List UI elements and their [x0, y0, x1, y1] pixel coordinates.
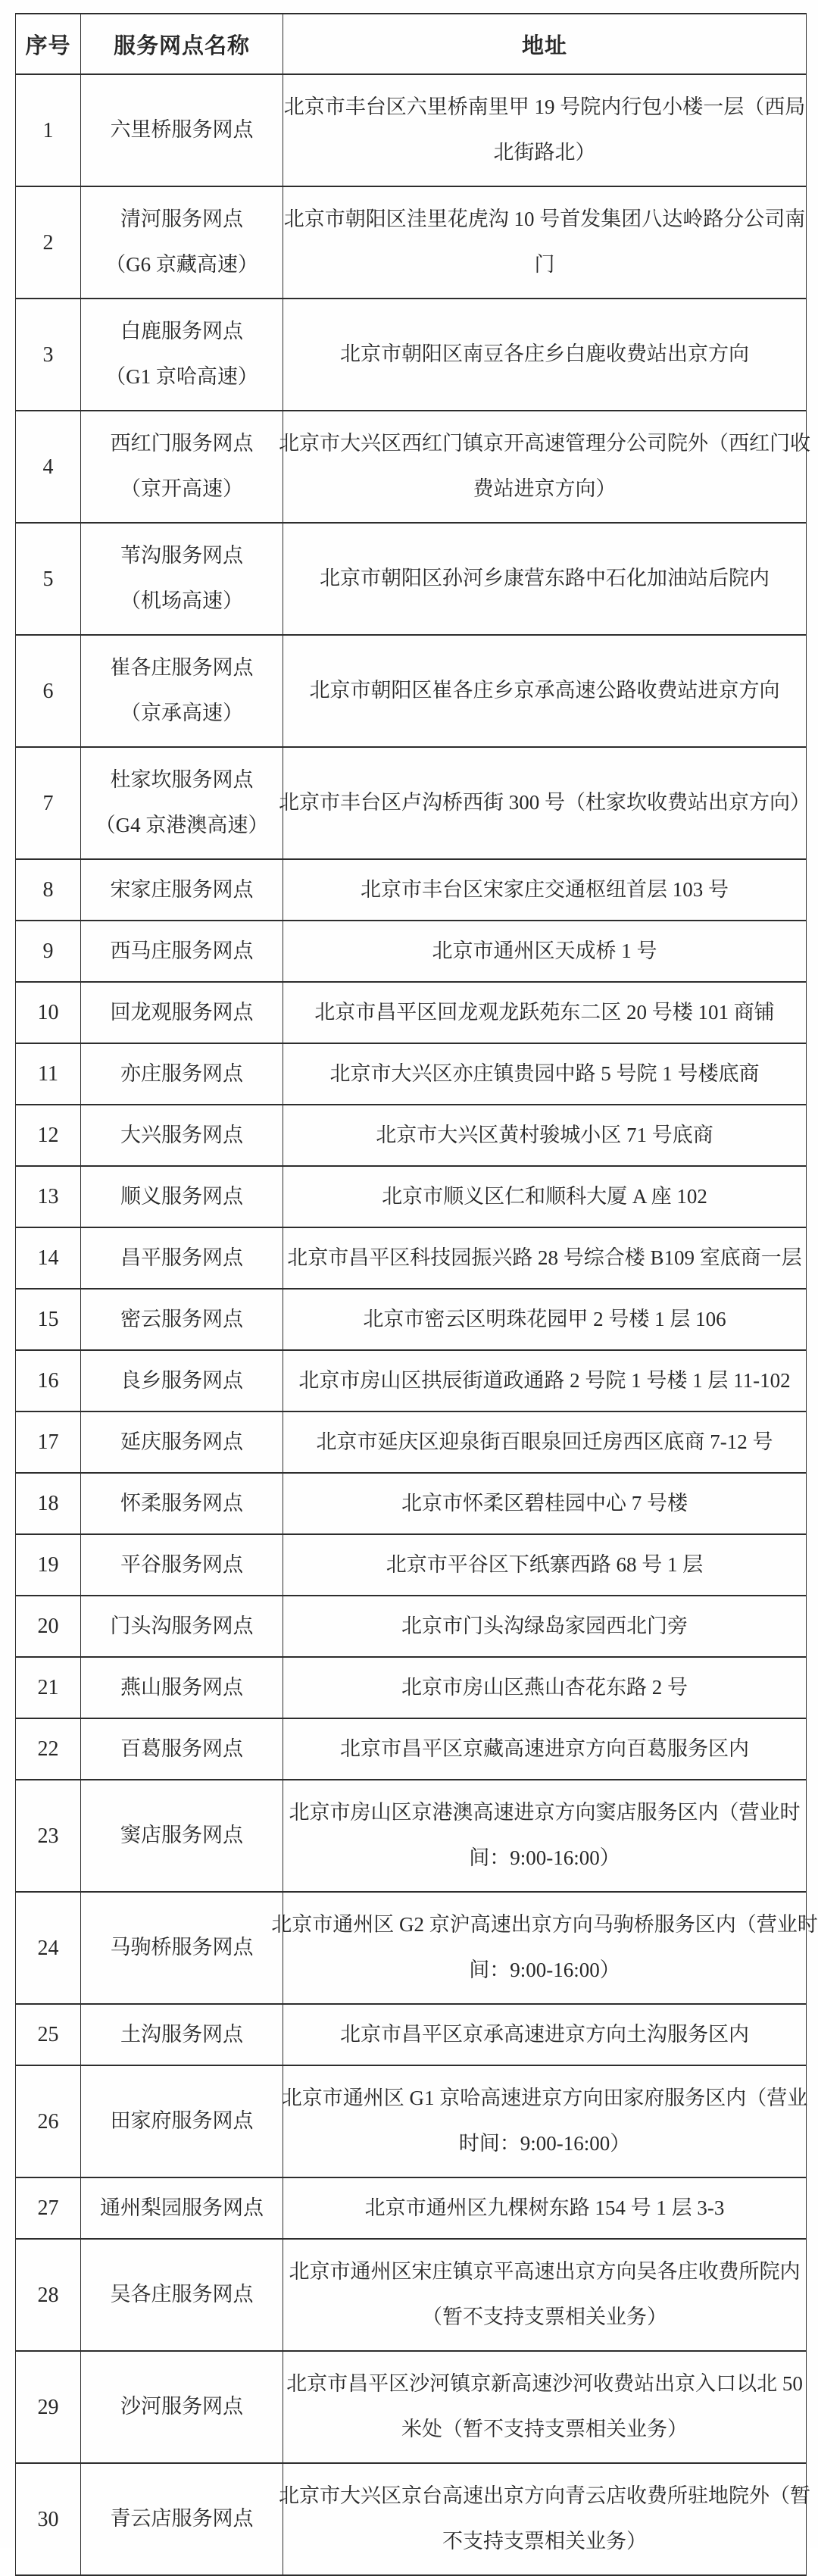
row-number: 2: [42, 230, 54, 255]
service-point-address: （暂不支持支票相关业务）: [422, 2306, 667, 2329]
header-cell-address: 地址: [283, 14, 807, 74]
table-row: [16, 2463, 807, 2575]
row-number-cell: [16, 299, 81, 411]
service-point-name-cell: [81, 1892, 283, 2004]
service-point-address: 北京市昌平区科技园振兴路 28 号综合楼 B109 室底商一层: [287, 1246, 802, 1269]
service-point-address: 北京市丰台区六里桥南里甲 19 号院内行包小楼一层（西局: [283, 95, 806, 119]
row-number-cell: [16, 635, 81, 747]
service-point-name-cell: [81, 1657, 283, 1718]
service-point-address-cell: [283, 1043, 807, 1105]
service-point-address-cell: [283, 2351, 807, 2463]
service-point-name: 通州梨园服务网点: [100, 2196, 264, 2219]
row-number: 19: [37, 1553, 59, 1577]
service-point-address: 北京市昌平区回龙观龙跃苑东二区 20 号楼 101 商铺: [314, 1000, 775, 1024]
row-number-cell: [16, 1718, 81, 1780]
row-number: 7: [42, 791, 54, 815]
row-number-cell: [16, 186, 81, 299]
service-point-name-cell: [81, 1043, 283, 1105]
row-number: 16: [37, 1369, 59, 1393]
service-point-address-cell: [283, 2004, 807, 2065]
service-point-name: 吴各庄服务网点: [110, 2283, 254, 2306]
service-point-address: 北京市通州区 G2 京沪高速出京方向马驹桥服务区内（营业时: [271, 1913, 818, 1937]
table-row: [16, 1043, 807, 1105]
service-point-name-cell: [81, 2463, 283, 2575]
service-point-name-cell: [81, 74, 283, 186]
service-point-name: 青云店服务网点: [110, 2507, 254, 2531]
service-point-address: 费站进京方向）: [473, 477, 617, 501]
header-cell-number: 序号: [16, 14, 81, 74]
service-point-name-cell: [81, 1718, 283, 1780]
service-point-name: 杜家坎服务网点: [110, 768, 254, 792]
row-number-cell: [16, 982, 81, 1043]
service-point-name-cell: [81, 1534, 283, 1596]
service-point-name: 六里桥服务网点: [110, 118, 254, 142]
service-point-address: 北京市延庆区迎泉街百眼泉回迁房西区底商 7-12 号: [316, 1430, 773, 1453]
service-point-address-cell: [283, 1534, 807, 1596]
service-point-name: 马驹桥服务网点: [110, 1936, 254, 1959]
service-points-table: [15, 13, 818, 2576]
row-number-cell: [16, 1780, 81, 1892]
service-point-address-cell: [283, 186, 807, 299]
service-point-address: 北京市丰台区卢沟桥西街 300 号（杜家坎收费站出京方向）: [279, 791, 810, 814]
service-point-address-cell: [283, 1350, 807, 1411]
service-point-name: 平谷服务网点: [120, 1552, 243, 1576]
service-point-name-cell: [81, 523, 283, 635]
service-point-address: 北京市朝阳区孙河乡康营东路中石化加油站后院内: [320, 567, 770, 590]
service-point-name: 白鹿服务网点: [120, 320, 243, 343]
service-point-name-cell: [81, 2065, 283, 2177]
row-number-cell: [16, 747, 81, 859]
row-number: 20: [37, 1615, 59, 1638]
table-row: [16, 1657, 807, 1718]
row-number: 28: [37, 2283, 59, 2307]
service-point-name: 苇沟服务网点: [120, 544, 243, 567]
table-row: [16, 635, 807, 747]
service-point-name-cell: [81, 1780, 283, 1892]
table-row: [16, 1596, 807, 1657]
row-number: 14: [37, 1246, 59, 1270]
row-number: 1: [42, 118, 54, 142]
service-point-address-cell: [283, 299, 807, 411]
row-number-cell: [16, 1227, 81, 1289]
service-point-address-cell: [283, 1289, 807, 1350]
service-point-address: 北京市朝阳区南豆各庄乡白鹿收费站出京方向: [340, 342, 749, 366]
row-number: 17: [37, 1430, 59, 1454]
table-row: [16, 1411, 807, 1473]
row-number: 25: [37, 2023, 59, 2046]
service-point-name-cell: [81, 2239, 283, 2351]
row-number-cell: [16, 1411, 81, 1473]
service-point-name: 回龙观服务网点: [110, 1000, 254, 1024]
service-point-address: 北街路北）: [493, 141, 596, 164]
service-point-name: 顺义服务网点: [120, 1184, 243, 1208]
table-row: [16, 2351, 807, 2463]
service-point-name: 百葛服务网点: [120, 1737, 243, 1760]
service-point-name-cell: [81, 859, 283, 921]
service-point-address-cell: [283, 1166, 807, 1227]
row-number-cell: [16, 1350, 81, 1411]
service-point-address-cell: [283, 523, 807, 635]
row-number: 6: [42, 679, 54, 703]
service-point-address: 北京市平谷区下纸寨西路 68 号 1 层: [386, 1552, 704, 1576]
table-row: [16, 1227, 807, 1289]
row-number-cell: [16, 2065, 81, 2177]
service-point-name-cell: [81, 2004, 283, 2065]
service-point-address: 北京市顺义区仁和顺科大厦 A 座 102: [382, 1184, 707, 1208]
service-point-name-cell: [81, 2351, 283, 2463]
service-point-address-cell: [279, 2463, 810, 2575]
service-point-address-cell: [283, 1227, 807, 1289]
service-point-address: 北京市朝阳区崔各庄乡京承高速公路收费站进京方向: [309, 679, 780, 702]
table-row: [16, 1473, 807, 1534]
service-point-name: 门头沟服务网点: [110, 1614, 254, 1637]
service-point-address-cell: [283, 1596, 807, 1657]
service-point-address-cell: [279, 411, 810, 523]
service-point-name: 土沟服务网点: [120, 2022, 243, 2046]
table-row: [16, 859, 807, 921]
service-point-name: 西红门服务网点: [110, 432, 254, 455]
table-row: [16, 299, 807, 411]
service-point-address: 北京市通州区宋庄镇京平高速出京方向吴各庄收费所院内: [289, 2260, 801, 2284]
service-point-name-cell: [81, 1411, 283, 1473]
row-number-cell: [16, 2239, 81, 2351]
row-number: 15: [37, 1308, 59, 1331]
table-row: [16, 2065, 807, 2177]
service-point-name-cell: [81, 1227, 283, 1289]
service-point-name-cell: [81, 411, 283, 523]
service-point-name: 密云服务网点: [120, 1307, 243, 1330]
service-point-name: （京开高速）: [120, 477, 243, 501]
table-row: [16, 1892, 807, 2004]
row-number-cell: [16, 1534, 81, 1596]
row-number-cell: [16, 74, 81, 186]
service-point-address: 北京市房山区燕山杏花东路 2 号: [401, 1675, 688, 1699]
service-point-address-cell: [283, 1657, 807, 1718]
service-point-name: 田家府服务网点: [110, 2109, 254, 2133]
service-point-name: 沙河服务网点: [120, 2395, 243, 2418]
service-point-name: 窦店服务网点: [120, 1824, 243, 1847]
row-number-cell: [16, 1473, 81, 1534]
service-point-address: 北京市房山区京港澳高速进京方向窦店服务区内（营业时: [289, 1801, 801, 1824]
service-point-address: 北京市大兴区黄村骏城小区 71 号底商: [376, 1123, 713, 1146]
header-cell-name: 服务网点名称: [81, 14, 283, 74]
row-number: 18: [37, 1492, 59, 1515]
service-point-name: 亦庄服务网点: [120, 1061, 243, 1085]
service-point-address-cell: [283, 2239, 807, 2351]
service-point-address-cell: [283, 982, 807, 1043]
service-point-address: 北京市大兴区西红门镇京开高速管理分公司院外（西红门收: [279, 432, 810, 455]
table-row: [16, 921, 807, 982]
row-number-cell: [16, 2004, 81, 2065]
service-point-address: 北京市怀柔区碧桂园中心 7 号楼: [401, 1491, 688, 1515]
service-point-name-cell: [81, 921, 283, 982]
table-row: [16, 2177, 807, 2239]
service-point-address-cell: [283, 2065, 807, 2177]
row-number-cell: [16, 523, 81, 635]
row-number: 21: [37, 1676, 59, 1699]
service-point-name: 宋家庄服务网点: [110, 877, 254, 901]
service-point-name: （G4 京港澳高速）: [95, 814, 269, 837]
table-row: [16, 1105, 807, 1166]
row-number: 26: [37, 2109, 59, 2134]
row-number: 23: [37, 1824, 59, 1848]
service-point-address: 北京市大兴区京台高速出京方向青云店收费所驻地院外（暂: [279, 2484, 810, 2508]
table-row: [16, 411, 807, 523]
service-point-address-cell: [271, 1892, 818, 2004]
row-number: 8: [42, 878, 54, 902]
service-point-address-cell: [283, 921, 807, 982]
service-point-address-cell: [283, 635, 807, 747]
table-row: [16, 747, 807, 859]
table-row: [16, 1718, 807, 1780]
service-point-address-cell: [283, 1718, 807, 1780]
table-row: [16, 523, 807, 635]
service-point-name: （G6 京藏高速）: [105, 253, 258, 277]
row-number: 27: [37, 2196, 59, 2220]
row-number-cell: [16, 2177, 81, 2239]
row-number: 30: [37, 2507, 59, 2531]
service-point-address-cell: [283, 859, 807, 921]
service-point-name: 西马庄服务网点: [110, 939, 254, 962]
service-point-name-cell: [81, 299, 283, 411]
service-point-address: 北京市昌平区京藏高速进京方向百葛服务区内: [340, 1737, 749, 1760]
service-point-name: （京承高速）: [120, 702, 243, 725]
table-row: [16, 1289, 807, 1350]
service-point-address-cell: [283, 1105, 807, 1166]
row-number-cell: [16, 1105, 81, 1166]
row-number-cell: [16, 411, 81, 523]
row-number-cell: [16, 1289, 81, 1350]
row-number-cell: [16, 921, 81, 982]
service-point-address: 北京市通州区九棵树东路 154 号 1 层 3-3: [364, 2196, 725, 2219]
service-point-address: 间：9:00-16:00）: [469, 1846, 620, 1870]
service-point-address-cell: [283, 74, 807, 186]
service-point-name-cell: [81, 1596, 283, 1657]
row-number: 12: [37, 1124, 59, 1147]
service-point-name: 延庆服务网点: [120, 1430, 243, 1453]
service-point-name: 良乡服务网点: [120, 1368, 243, 1392]
service-point-name-cell: [81, 1350, 283, 1411]
service-point-name-cell: [81, 635, 283, 747]
service-point-address: 北京市大兴区亦庄镇贵园中路 5 号院 1 号楼底商: [329, 1061, 760, 1085]
service-point-address: 北京市密云区明珠花园甲 2 号楼 1 层 106: [363, 1307, 726, 1330]
table-header-row: [16, 14, 807, 74]
service-point-address-cell: [283, 1473, 807, 1534]
service-point-address: 北京市朝阳区洼里花虎沟 10 号首发集团八达岭路分公司南: [283, 208, 806, 231]
service-point-name-cell: [81, 1166, 283, 1227]
service-point-address: 米处（暂不支持支票相关业务）: [401, 2418, 688, 2441]
row-number: 13: [37, 1185, 59, 1208]
row-number-cell: [16, 2463, 81, 2575]
service-point-address-cell: [283, 2177, 807, 2239]
service-point-name: （机场高速）: [120, 589, 243, 613]
service-point-address: 门: [534, 253, 555, 277]
service-point-address: 北京市通州区 G1 京哈高速进京方向田家府服务区内（营业: [281, 2087, 808, 2110]
service-point-name: 燕山服务网点: [120, 1675, 243, 1699]
service-point-address: 北京市昌平区沙河镇京新高速沙河收费站出京入口以北 50: [286, 2372, 803, 2396]
table-row: [16, 1166, 807, 1227]
row-number: 29: [37, 2395, 59, 2419]
service-point-address-cell: [283, 1411, 807, 1473]
service-point-address: 不支持支票相关业务）: [442, 2530, 647, 2553]
service-point-address: 北京市昌平区京承高速进京方向土沟服务区内: [340, 2022, 749, 2046]
service-point-address: 时间：9:00-16:00）: [458, 2132, 631, 2156]
service-point-address-cell: [283, 1780, 807, 1892]
row-number-cell: [16, 1596, 81, 1657]
service-point-name-cell: [81, 1289, 283, 1350]
service-point-name: 清河服务网点: [120, 208, 243, 231]
service-point-name: 怀柔服务网点: [120, 1491, 243, 1515]
service-point-address-cell: [279, 747, 810, 859]
row-number-cell: [16, 2351, 81, 2463]
row-number: 9: [42, 939, 54, 963]
service-point-name-cell: [81, 1105, 283, 1166]
table-row: [16, 982, 807, 1043]
table-row: [16, 2004, 807, 2065]
service-point-name-cell: [81, 186, 283, 299]
service-point-name-cell: [81, 1473, 283, 1534]
row-number: 5: [42, 567, 54, 591]
table-row: [16, 2239, 807, 2351]
service-point-address: 北京市房山区拱辰街道政通路 2 号院 1 号楼 1 层 11-102: [298, 1368, 791, 1392]
service-point-address: 北京市通州区天成桥 1 号: [432, 939, 657, 962]
service-point-name: 昌平服务网点: [120, 1246, 243, 1269]
row-number-cell: [16, 859, 81, 921]
row-number: 4: [42, 455, 54, 479]
row-number-cell: [16, 1043, 81, 1105]
row-number: 22: [37, 1737, 59, 1761]
service-point-address: 间：9:00-16:00）: [469, 1959, 620, 1982]
row-number-cell: [16, 1166, 81, 1227]
row-number: 11: [38, 1062, 58, 1086]
row-number: 24: [37, 1936, 59, 1960]
service-point-address: 北京市门头沟绿岛家园西北门旁: [401, 1614, 688, 1637]
service-point-name: （G1 京哈高速）: [105, 365, 258, 389]
table-row: [16, 1534, 807, 1596]
table-row: [16, 74, 807, 186]
row-number: 10: [37, 1001, 59, 1024]
row-number-cell: [16, 1657, 81, 1718]
table-row: [16, 186, 807, 299]
service-point-address: 北京市丰台区宋家庄交通枢纽首层 103 号: [361, 877, 729, 901]
service-point-name-cell: [81, 982, 283, 1043]
service-point-name: 崔各庄服务网点: [110, 656, 254, 680]
service-point-name-cell: [81, 747, 283, 859]
service-point-name-cell: [81, 2177, 283, 2239]
row-number: 3: [42, 342, 54, 367]
service-point-name: 大兴服务网点: [120, 1123, 243, 1146]
table-row: [16, 1350, 807, 1411]
row-number-cell: [16, 1892, 81, 2004]
table-row: [16, 1780, 807, 1892]
